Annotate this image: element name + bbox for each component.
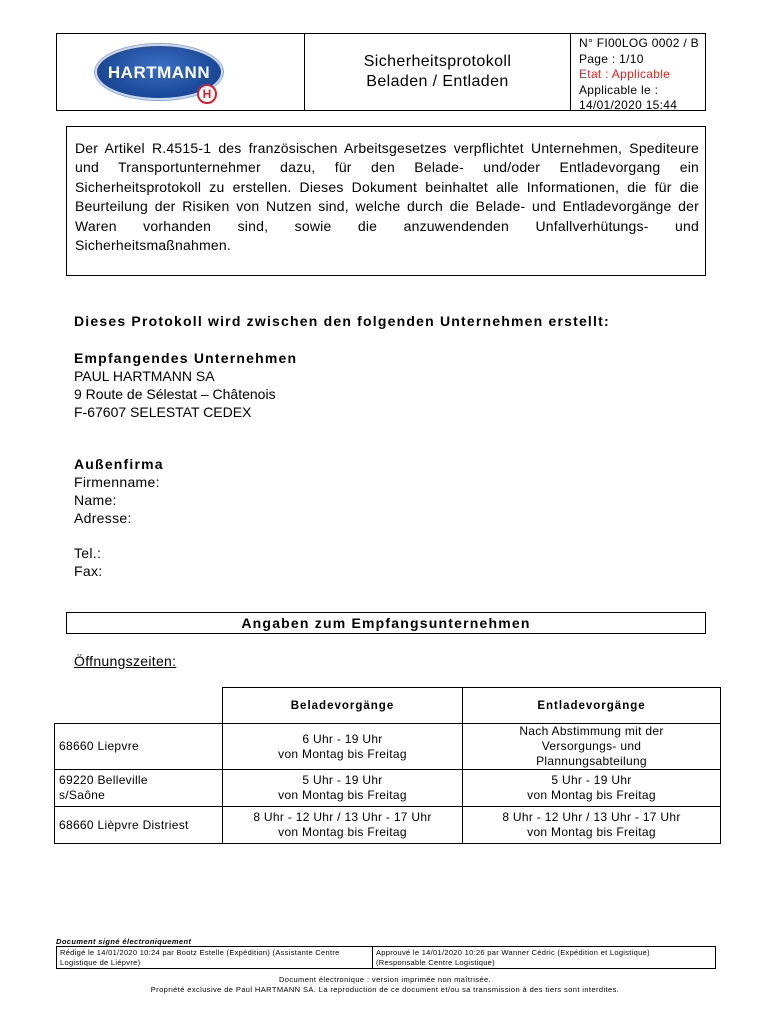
table-row	[55, 807, 721, 844]
approuve-line-2: (Responsable Centre Logistique)	[376, 957, 495, 967]
logo-h-mark-icon: H	[197, 84, 217, 104]
opening-hours-label: Öffnungszeiten:	[74, 653, 177, 669]
redige-cell	[57, 947, 373, 969]
column-header-unloading: Entladevorgänge	[463, 688, 721, 724]
external-company-name-label: Firmenname:	[74, 474, 160, 490]
unloading-hours: 8 Uhr - 12 Uhr / 13 Uhr - 17 Uhr	[502, 810, 681, 824]
approuve-cell	[373, 947, 716, 969]
receiving-heading: Empfangendes Unternehmen	[74, 350, 298, 366]
external-address-label: Adresse:	[74, 510, 132, 526]
contact-block	[74, 544, 102, 580]
loading-cell	[223, 770, 463, 807]
logo-cell	[57, 34, 305, 110]
place-cell: 68660 Lièpvre Distriest	[55, 807, 223, 844]
unloading-cell	[463, 770, 721, 807]
intro-box	[66, 126, 706, 276]
signature-row	[57, 947, 716, 969]
footer-line-2: Propriété exclusive de Paul HARTMANN SA. La reproduction de ce document et/ou sa transmission à des tiers sont interdites.	[150, 985, 620, 994]
external-company	[74, 455, 164, 527]
table-row	[55, 770, 721, 807]
loading-hours: 6 Uhr - 19 Uhr	[302, 731, 383, 746]
loading-hours: 8 Uhr - 12 Uhr / 13 Uhr - 17 Uhr	[253, 810, 432, 824]
table-corner-cell	[55, 688, 223, 724]
loading-cell	[223, 807, 463, 844]
document-subtitle: Beladen / Entladen	[366, 73, 509, 90]
page-number: Page : 1/10	[579, 51, 644, 66]
unloading-cell	[463, 807, 721, 844]
fax-label: Fax:	[74, 563, 103, 579]
opening-hours-table	[54, 687, 721, 844]
intro-text: Der Artikel R.4515-1 des französischen Arbeitsgesetzes verpflichtet Unternehmen, Spediteure und Transportunternehmer dazu, für den Belade- und/oder Entladevorgang ein Sicherheitsprotokoll zu erstellen. Dieses Dokument beinhaltet alle Informationen, die für die Beurteilung der Risiken von Nutzen sind, welche durch die Belade- und Entladevorgänge der Waren vorhanden sind, sowie die anzuwendenden Unfallverhütungs- und Sicherheitsmaßnahmen.	[75, 140, 699, 254]
applicable-date: 14/01/2020 15:44	[579, 98, 678, 112]
receiving-name: PAUL HARTMANN SA	[74, 368, 215, 384]
section-band: Angaben zum Empfangsunternehmen	[66, 612, 706, 634]
unloading-days: von Montag bis Freitag	[527, 788, 656, 802]
receiving-company	[74, 349, 297, 421]
section-heading: Dieses Protokoll wird zwischen den folgenden Unternehmen erstellt:	[74, 313, 610, 329]
footer-line-1: Document électronique : version imprimée non maîtrisée.	[278, 975, 492, 984]
external-name-label: Name:	[74, 492, 117, 508]
unloading-cell	[463, 724, 721, 770]
redige-line-2: Logistique de Liépvre)	[60, 957, 141, 967]
place-cell: 68660 Liepvre	[55, 724, 223, 770]
unloading-hours: 5 Uhr - 19 Uhr	[551, 773, 632, 787]
tel-label: Tel.:	[74, 545, 102, 561]
unloading-line-1: Nach Abstimmung mit der	[519, 724, 664, 738]
table-header-row	[55, 688, 721, 724]
external-heading: Außenfirma	[74, 456, 164, 472]
place-line-1: 69220 Belleville	[59, 773, 148, 787]
document-title: Sicherheitsprotokoll	[363, 53, 512, 70]
document-header	[56, 33, 706, 111]
loading-days: von Montag bis Freitag	[278, 788, 407, 802]
unloading-line-2: Versorgungs- und	[541, 739, 642, 753]
receiving-street: 9 Route de Sélestat – Châtenois	[74, 386, 276, 402]
column-header-loading: Beladevorgänge	[223, 688, 463, 724]
doc-number: N° FI00LOG 0002 / B	[579, 36, 699, 50]
unloading-line-3: Plannungsabteilung	[536, 754, 647, 768]
table-row	[55, 724, 721, 770]
loading-days: von Montag bis Freitag	[278, 746, 407, 761]
loading-hours: 5 Uhr - 19 Uhr	[302, 773, 383, 787]
applicable-label: Applicable le :	[579, 82, 659, 97]
doc-state: Etat : Applicable	[579, 67, 671, 81]
loading-cell	[223, 724, 463, 770]
signature-table	[56, 946, 716, 969]
unloading-days: von Montag bis Freitag	[527, 825, 656, 839]
signed-note: Document signé électroniquement	[56, 937, 192, 946]
place-line-2: s/Saône	[59, 788, 106, 802]
logo-text: HARTMANN	[107, 63, 211, 82]
loading-days: von Montag bis Freitag	[278, 825, 407, 839]
doc-info-cell	[571, 34, 705, 110]
place-cell	[55, 770, 223, 807]
receiving-city: F-67607 SELESTAT CEDEX	[74, 404, 252, 420]
redige-line-1: Rédigé le 14/01/2020 10:24 par Bootz Estelle (Expédition) (Assistante Centre	[60, 948, 340, 957]
approuve-line-1: Approuvé le 14/01/2020 10:26 par Wanner Cédric (Expédition et Logistique)	[376, 948, 650, 957]
title-cell	[305, 34, 571, 110]
